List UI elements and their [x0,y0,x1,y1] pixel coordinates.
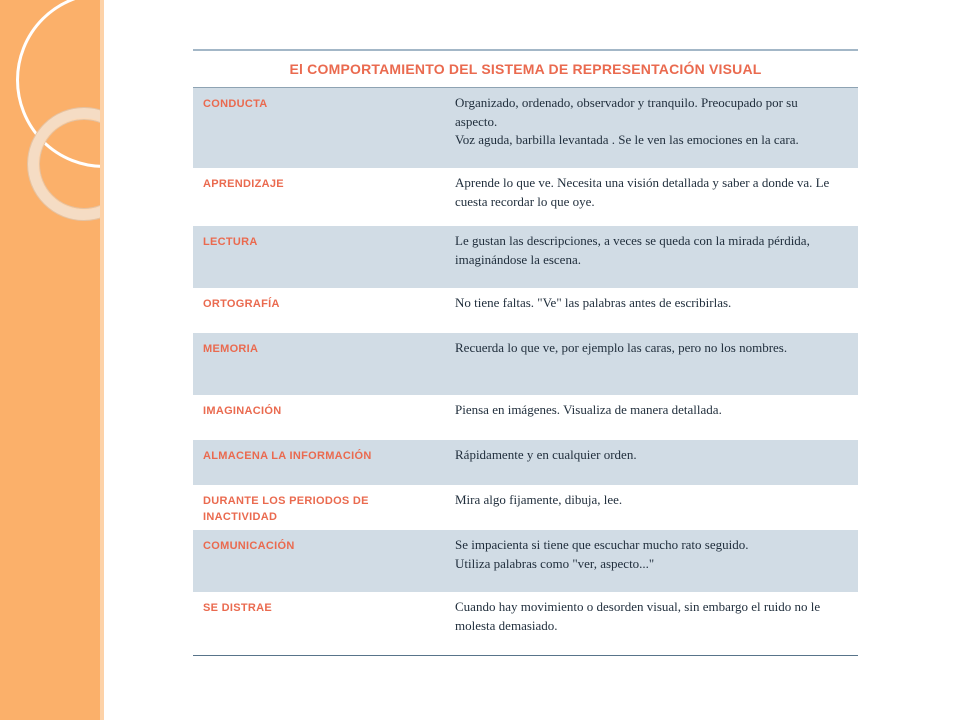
row-description: Le gustan las descripciones, a veces se queda con la mirada pérdida, imaginándose la escena. [455,233,810,267]
behavior-table [193,49,858,656]
table-bottom-rule [193,655,858,656]
table-row-memoria [193,333,858,395]
row-description: Organizado, ordenado, observador y tranquilo. Preocupado por su aspecto. Voz aguda, barbilla levantada . Se le ven las emociones en la cara. [455,95,799,147]
row-description: Se impacienta si tiene que escuchar mucho rato seguido. Utiliza palabras como "ver, aspecto..." [455,537,749,571]
row-label: IMAGINACIÓN [203,405,282,417]
table-row-imaginacion [193,395,858,440]
table-row-ortografia [193,288,858,333]
table-row-almacena [193,440,858,485]
table-row-inactividad [193,485,858,530]
row-label: LECTURA [203,236,258,248]
table-title-row [193,51,858,88]
row-description: Recuerda lo que ve, por ejemplo las caras, pero no los nombres. [455,340,788,355]
table-row-conducta [193,88,858,168]
table-row-lectura [193,226,858,288]
row-description: Rápidamente y en cualquier orden. [455,447,637,462]
decorative-side-band [0,0,104,720]
row-description: Cuando hay movimiento o desorden visual, sin embargo el ruido no le molesta demasiado. [455,599,821,633]
row-description: Piensa en imágenes. Visualiza de manera detallada. [455,402,722,417]
row-label: COMUNICACIÓN [203,540,295,552]
table-row-comunicacion [193,530,858,592]
row-label: ORTOGRAFÍA [203,298,280,310]
table-row-aprendizaje [193,168,858,226]
row-description: No tiene faltas. "Ve" las palabras antes de escribirlas. [455,295,732,310]
table-row-se-distrae [193,592,858,655]
row-label: ALMACENA LA INFORMACIÓN [203,450,372,462]
row-label: DURANTE LOS PERIODOS DE INACTIVIDAD [203,495,369,523]
row-label: MEMORIA [203,343,259,355]
table-title: El COMPORTAMIENTO DEL SISTEMA DE REPRESENTACIÓN VISUAL [289,61,762,77]
row-label: APRENDIZAJE [203,178,284,190]
row-description: Aprende lo que ve. Necesita una visión detallada y saber a donde va. Le cuesta recordar lo que oye. [455,175,830,209]
row-label: SE DISTRAE [203,602,273,614]
row-label: CONDUCTA [203,98,268,110]
row-description: Mira algo fijamente, dibuja, lee. [455,492,623,507]
